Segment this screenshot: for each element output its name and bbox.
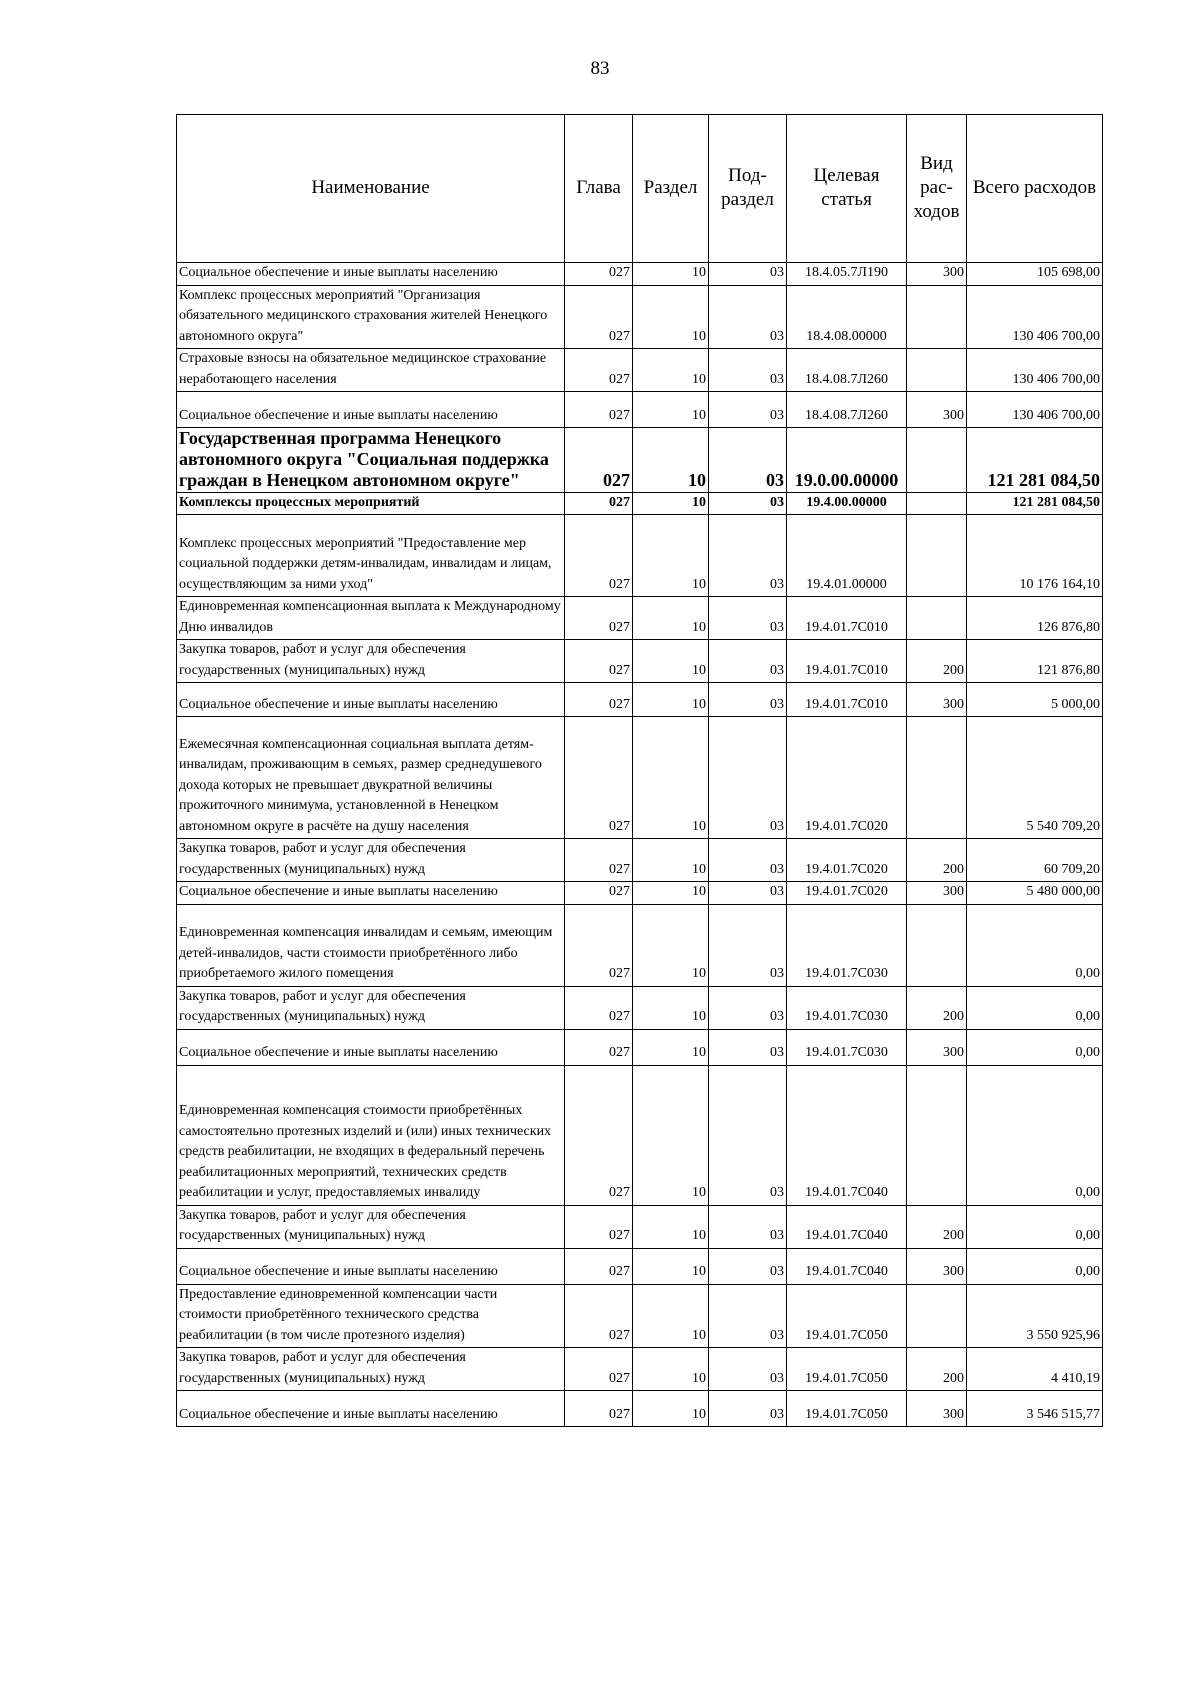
cell-vid bbox=[907, 515, 967, 597]
cell-vid: 200 bbox=[907, 839, 967, 882]
cell-total: 121 876,80 bbox=[967, 640, 1103, 683]
cell-total: 0,00 bbox=[967, 986, 1103, 1029]
table-row bbox=[177, 640, 1103, 683]
cell-total: 4 410,19 bbox=[967, 1348, 1103, 1391]
cell-glava: 027 bbox=[565, 1205, 633, 1248]
cell-total: 5 480 000,00 bbox=[967, 882, 1103, 905]
cell-razdel: 10 bbox=[633, 717, 709, 839]
table-row bbox=[177, 1248, 1103, 1284]
cell-name: Социальное обеспечение и иные выплаты населению bbox=[177, 392, 565, 428]
cell-podrazdel: 03 bbox=[709, 717, 787, 839]
cell-podrazdel: 03 bbox=[709, 640, 787, 683]
cell-podrazdel: 03 bbox=[709, 1348, 787, 1391]
table-row bbox=[177, 1284, 1103, 1348]
header-podrazdel: Под- раздел bbox=[709, 115, 787, 263]
table-row bbox=[177, 1029, 1103, 1065]
cell-glava: 027 bbox=[565, 1029, 633, 1065]
cell-glava: 027 bbox=[565, 717, 633, 839]
cell-article: 19.0.00.00000 bbox=[787, 428, 907, 493]
cell-article: 19.4.01.7С040 bbox=[787, 1065, 907, 1205]
cell-glava: 027 bbox=[565, 1248, 633, 1284]
cell-glava: 027 bbox=[565, 493, 633, 515]
cell-razdel: 10 bbox=[633, 392, 709, 428]
cell-glava: 027 bbox=[565, 263, 633, 286]
cell-vid bbox=[907, 717, 967, 839]
cell-vid: 300 bbox=[907, 683, 967, 717]
page-number: 83 bbox=[590, 58, 610, 79]
cell-name: Социальное обеспечение и иные выплаты населению bbox=[177, 882, 565, 905]
header-name: Наименование bbox=[177, 115, 565, 263]
cell-article: 19.4.01.7С010 bbox=[787, 597, 907, 640]
cell-razdel: 10 bbox=[633, 1348, 709, 1391]
cell-podrazdel: 03 bbox=[709, 1248, 787, 1284]
cell-total: 5 000,00 bbox=[967, 683, 1103, 717]
cell-total: 0,00 bbox=[967, 1248, 1103, 1284]
table-row bbox=[177, 683, 1103, 717]
cell-podrazdel: 03 bbox=[709, 839, 787, 882]
cell-total: 0,00 bbox=[967, 904, 1103, 986]
cell-glava: 027 bbox=[565, 428, 633, 493]
cell-razdel: 10 bbox=[633, 285, 709, 349]
cell-glava: 027 bbox=[565, 904, 633, 986]
table-row bbox=[177, 1348, 1103, 1391]
budget-table bbox=[176, 114, 1103, 1427]
cell-podrazdel: 03 bbox=[709, 1391, 787, 1427]
cell-razdel: 10 bbox=[633, 1284, 709, 1348]
cell-vid bbox=[907, 428, 967, 493]
cell-podrazdel: 03 bbox=[709, 986, 787, 1029]
cell-name: Комплекс процессных мероприятий "Организация обязательного медицинского страхования жителей Ненецкого автономного округа" bbox=[177, 285, 565, 349]
table-row bbox=[177, 1205, 1103, 1248]
cell-podrazdel: 03 bbox=[709, 1205, 787, 1248]
cell-podrazdel: 03 bbox=[709, 882, 787, 905]
table-row bbox=[177, 428, 1103, 493]
cell-total: 121 281 084,50 bbox=[967, 493, 1103, 515]
cell-article: 18.4.08.00000 bbox=[787, 285, 907, 349]
cell-razdel: 10 bbox=[633, 515, 709, 597]
table-row bbox=[177, 986, 1103, 1029]
cell-name: Комплекс процессных мероприятий "Предоставление мер социальной поддержки детям-инвалидам, инвалидам и лицам, осуществляющим за ними уход" bbox=[177, 515, 565, 597]
cell-name: Государственная программа Ненецкого автономного округа "Социальная поддержка граждан в Ненецком автономном округе" bbox=[177, 428, 565, 493]
cell-name: Социальное обеспечение и иные выплаты населению bbox=[177, 683, 565, 717]
table-row bbox=[177, 515, 1103, 597]
cell-total: 5 540 709,20 bbox=[967, 717, 1103, 839]
cell-glava: 027 bbox=[565, 986, 633, 1029]
cell-glava: 027 bbox=[565, 882, 633, 905]
cell-razdel: 10 bbox=[633, 263, 709, 286]
table-row bbox=[177, 285, 1103, 349]
cell-glava: 027 bbox=[565, 349, 633, 392]
cell-name: Закупка товаров, работ и услуг для обеспечения государственных (муниципальных) нужд bbox=[177, 839, 565, 882]
cell-total: 121 281 084,50 bbox=[967, 428, 1103, 493]
cell-razdel: 10 bbox=[633, 683, 709, 717]
cell-name: Единовременная компенсация стоимости приобретённых самостоятельно протезных изделий и (или) иных технических средств реабилитации, не входящих в федеральный перечень реабилитационных мероприятий, технических средств реабилитации и услуг, предоставляемых инвалиду bbox=[177, 1065, 565, 1205]
cell-article: 19.4.00.00000 bbox=[787, 493, 907, 515]
cell-article: 19.4.01.7С050 bbox=[787, 1391, 907, 1427]
header-razdel: Раздел bbox=[633, 115, 709, 263]
cell-vid: 200 bbox=[907, 1205, 967, 1248]
cell-podrazdel: 03 bbox=[709, 1284, 787, 1348]
cell-vid: 200 bbox=[907, 986, 967, 1029]
cell-article: 19.4.01.7С010 bbox=[787, 640, 907, 683]
cell-vid bbox=[907, 1284, 967, 1348]
cell-glava: 027 bbox=[565, 392, 633, 428]
cell-razdel: 10 bbox=[633, 1029, 709, 1065]
cell-podrazdel: 03 bbox=[709, 683, 787, 717]
table-row bbox=[177, 1065, 1103, 1205]
cell-name: Ежемесячная компенсационная социальная выплата детям-инвалидам, проживающим в семьях, размер среднедушевого дохода которых не превышает двукратной величины прожиточного минимума, установленной в Ненецком автономном округе в расчёте на душу населения bbox=[177, 717, 565, 839]
cell-article: 19.4.01.7С050 bbox=[787, 1348, 907, 1391]
cell-name: Социальное обеспечение и иные выплаты населению bbox=[177, 1029, 565, 1065]
cell-total: 126 876,80 bbox=[967, 597, 1103, 640]
cell-name: Единовременная компенсация инвалидам и семьям, имеющим детей-инвалидов, части стоимости приобретённого либо приобретаемого жилого помещения bbox=[177, 904, 565, 986]
cell-razdel: 10 bbox=[633, 904, 709, 986]
cell-name: Социальное обеспечение и иные выплаты населению bbox=[177, 1248, 565, 1284]
cell-total: 60 709,20 bbox=[967, 839, 1103, 882]
cell-name: Закупка товаров, работ и услуг для обеспечения государственных (муниципальных) нужд bbox=[177, 986, 565, 1029]
cell-total: 3 550 925,96 bbox=[967, 1284, 1103, 1348]
cell-podrazdel: 03 bbox=[709, 285, 787, 349]
cell-article: 19.4.01.7С040 bbox=[787, 1248, 907, 1284]
cell-name: Единовременная компенсационная выплата к Международному Дню инвалидов bbox=[177, 597, 565, 640]
cell-total: 0,00 bbox=[967, 1065, 1103, 1205]
cell-article: 19.4.01.7С010 bbox=[787, 683, 907, 717]
cell-article: 18.4.08.7Л260 bbox=[787, 349, 907, 392]
cell-glava: 027 bbox=[565, 285, 633, 349]
cell-podrazdel: 03 bbox=[709, 493, 787, 515]
cell-vid bbox=[907, 597, 967, 640]
cell-vid: 300 bbox=[907, 1391, 967, 1427]
cell-podrazdel: 03 bbox=[709, 263, 787, 286]
cell-vid: 300 bbox=[907, 882, 967, 905]
cell-total: 0,00 bbox=[967, 1029, 1103, 1065]
cell-podrazdel: 03 bbox=[709, 349, 787, 392]
cell-name: Социальное обеспечение и иные выплаты населению bbox=[177, 263, 565, 286]
table-row bbox=[177, 717, 1103, 839]
cell-glava: 027 bbox=[565, 1065, 633, 1205]
cell-vid bbox=[907, 349, 967, 392]
cell-podrazdel: 03 bbox=[709, 1065, 787, 1205]
table-row bbox=[177, 493, 1103, 515]
cell-article: 19.4.01.7С020 bbox=[787, 882, 907, 905]
cell-razdel: 10 bbox=[633, 882, 709, 905]
cell-total: 0,00 bbox=[967, 1205, 1103, 1248]
cell-glava: 027 bbox=[565, 597, 633, 640]
cell-article: 19.4.01.7С020 bbox=[787, 839, 907, 882]
cell-article: 19.4.01.7С030 bbox=[787, 1029, 907, 1065]
cell-vid bbox=[907, 904, 967, 986]
cell-razdel: 10 bbox=[633, 493, 709, 515]
cell-name: Закупка товаров, работ и услуг для обеспечения государственных (муниципальных) нужд bbox=[177, 1205, 565, 1248]
cell-glava: 027 bbox=[565, 683, 633, 717]
cell-razdel: 10 bbox=[633, 986, 709, 1029]
cell-total: 130 406 700,00 bbox=[967, 392, 1103, 428]
cell-razdel: 10 bbox=[633, 1205, 709, 1248]
cell-name: Закупка товаров, работ и услуг для обеспечения государственных (муниципальных) нужд bbox=[177, 640, 565, 683]
table-row bbox=[177, 349, 1103, 392]
cell-glava: 027 bbox=[565, 640, 633, 683]
cell-total: 130 406 700,00 bbox=[967, 285, 1103, 349]
cell-razdel: 10 bbox=[633, 597, 709, 640]
cell-podrazdel: 03 bbox=[709, 392, 787, 428]
table-row bbox=[177, 597, 1103, 640]
cell-total: 10 176 164,10 bbox=[967, 515, 1103, 597]
cell-name: Страховые взносы на обязательное медицинское страхование неработающего населения bbox=[177, 349, 565, 392]
cell-glava: 027 bbox=[565, 515, 633, 597]
table-row bbox=[177, 392, 1103, 428]
cell-podrazdel: 03 bbox=[709, 904, 787, 986]
table-row bbox=[177, 1391, 1103, 1427]
cell-name: Закупка товаров, работ и услуг для обеспечения государственных (муниципальных) нужд bbox=[177, 1348, 565, 1391]
cell-total: 3 546 515,77 bbox=[967, 1391, 1103, 1427]
cell-total: 130 406 700,00 bbox=[967, 349, 1103, 392]
table-row bbox=[177, 904, 1103, 986]
cell-vid: 300 bbox=[907, 392, 967, 428]
header-total: Всего расходов bbox=[967, 115, 1103, 263]
cell-vid: 300 bbox=[907, 1248, 967, 1284]
header-glava: Глава bbox=[565, 115, 633, 263]
cell-article: 18.4.08.7Л260 bbox=[787, 392, 907, 428]
header-row bbox=[177, 115, 1103, 263]
cell-vid bbox=[907, 285, 967, 349]
cell-name: Социальное обеспечение и иные выплаты населению bbox=[177, 1391, 565, 1427]
cell-glava: 027 bbox=[565, 839, 633, 882]
cell-vid bbox=[907, 493, 967, 515]
cell-article: 19.4.01.00000 bbox=[787, 515, 907, 597]
cell-name: Предоставление единовременной компенсации части стоимости приобретённого технического средства реабилитации (в том числе протезного изделия) bbox=[177, 1284, 565, 1348]
cell-article: 19.4.01.7С040 bbox=[787, 1205, 907, 1248]
cell-article: 19.4.01.7С050 bbox=[787, 1284, 907, 1348]
header-vid: Вид рас- ходов bbox=[907, 115, 967, 263]
cell-article: 19.4.01.7С030 bbox=[787, 986, 907, 1029]
cell-razdel: 10 bbox=[633, 1248, 709, 1284]
cell-razdel: 10 bbox=[633, 1065, 709, 1205]
table-row bbox=[177, 263, 1103, 286]
header-article: Целевая статья bbox=[787, 115, 907, 263]
cell-total: 105 698,00 bbox=[967, 263, 1103, 286]
cell-name: Комплексы процессных мероприятий bbox=[177, 493, 565, 515]
cell-razdel: 10 bbox=[633, 428, 709, 493]
cell-razdel: 10 bbox=[633, 349, 709, 392]
cell-podrazdel: 03 bbox=[709, 428, 787, 493]
table-row bbox=[177, 882, 1103, 905]
cell-razdel: 10 bbox=[633, 839, 709, 882]
cell-vid: 300 bbox=[907, 263, 967, 286]
cell-razdel: 10 bbox=[633, 640, 709, 683]
cell-glava: 027 bbox=[565, 1284, 633, 1348]
cell-vid: 300 bbox=[907, 1029, 967, 1065]
cell-podrazdel: 03 bbox=[709, 515, 787, 597]
cell-article: 19.4.01.7С030 bbox=[787, 904, 907, 986]
cell-podrazdel: 03 bbox=[709, 1029, 787, 1065]
cell-glava: 027 bbox=[565, 1348, 633, 1391]
cell-article: 18.4.05.7Л190 bbox=[787, 263, 907, 286]
table-body bbox=[177, 263, 1103, 1427]
cell-vid bbox=[907, 1065, 967, 1205]
cell-article: 19.4.01.7С020 bbox=[787, 717, 907, 839]
table-row bbox=[177, 839, 1103, 882]
cell-glava: 027 bbox=[565, 1391, 633, 1427]
cell-vid: 200 bbox=[907, 640, 967, 683]
cell-podrazdel: 03 bbox=[709, 597, 787, 640]
cell-vid: 200 bbox=[907, 1348, 967, 1391]
cell-razdel: 10 bbox=[633, 1391, 709, 1427]
